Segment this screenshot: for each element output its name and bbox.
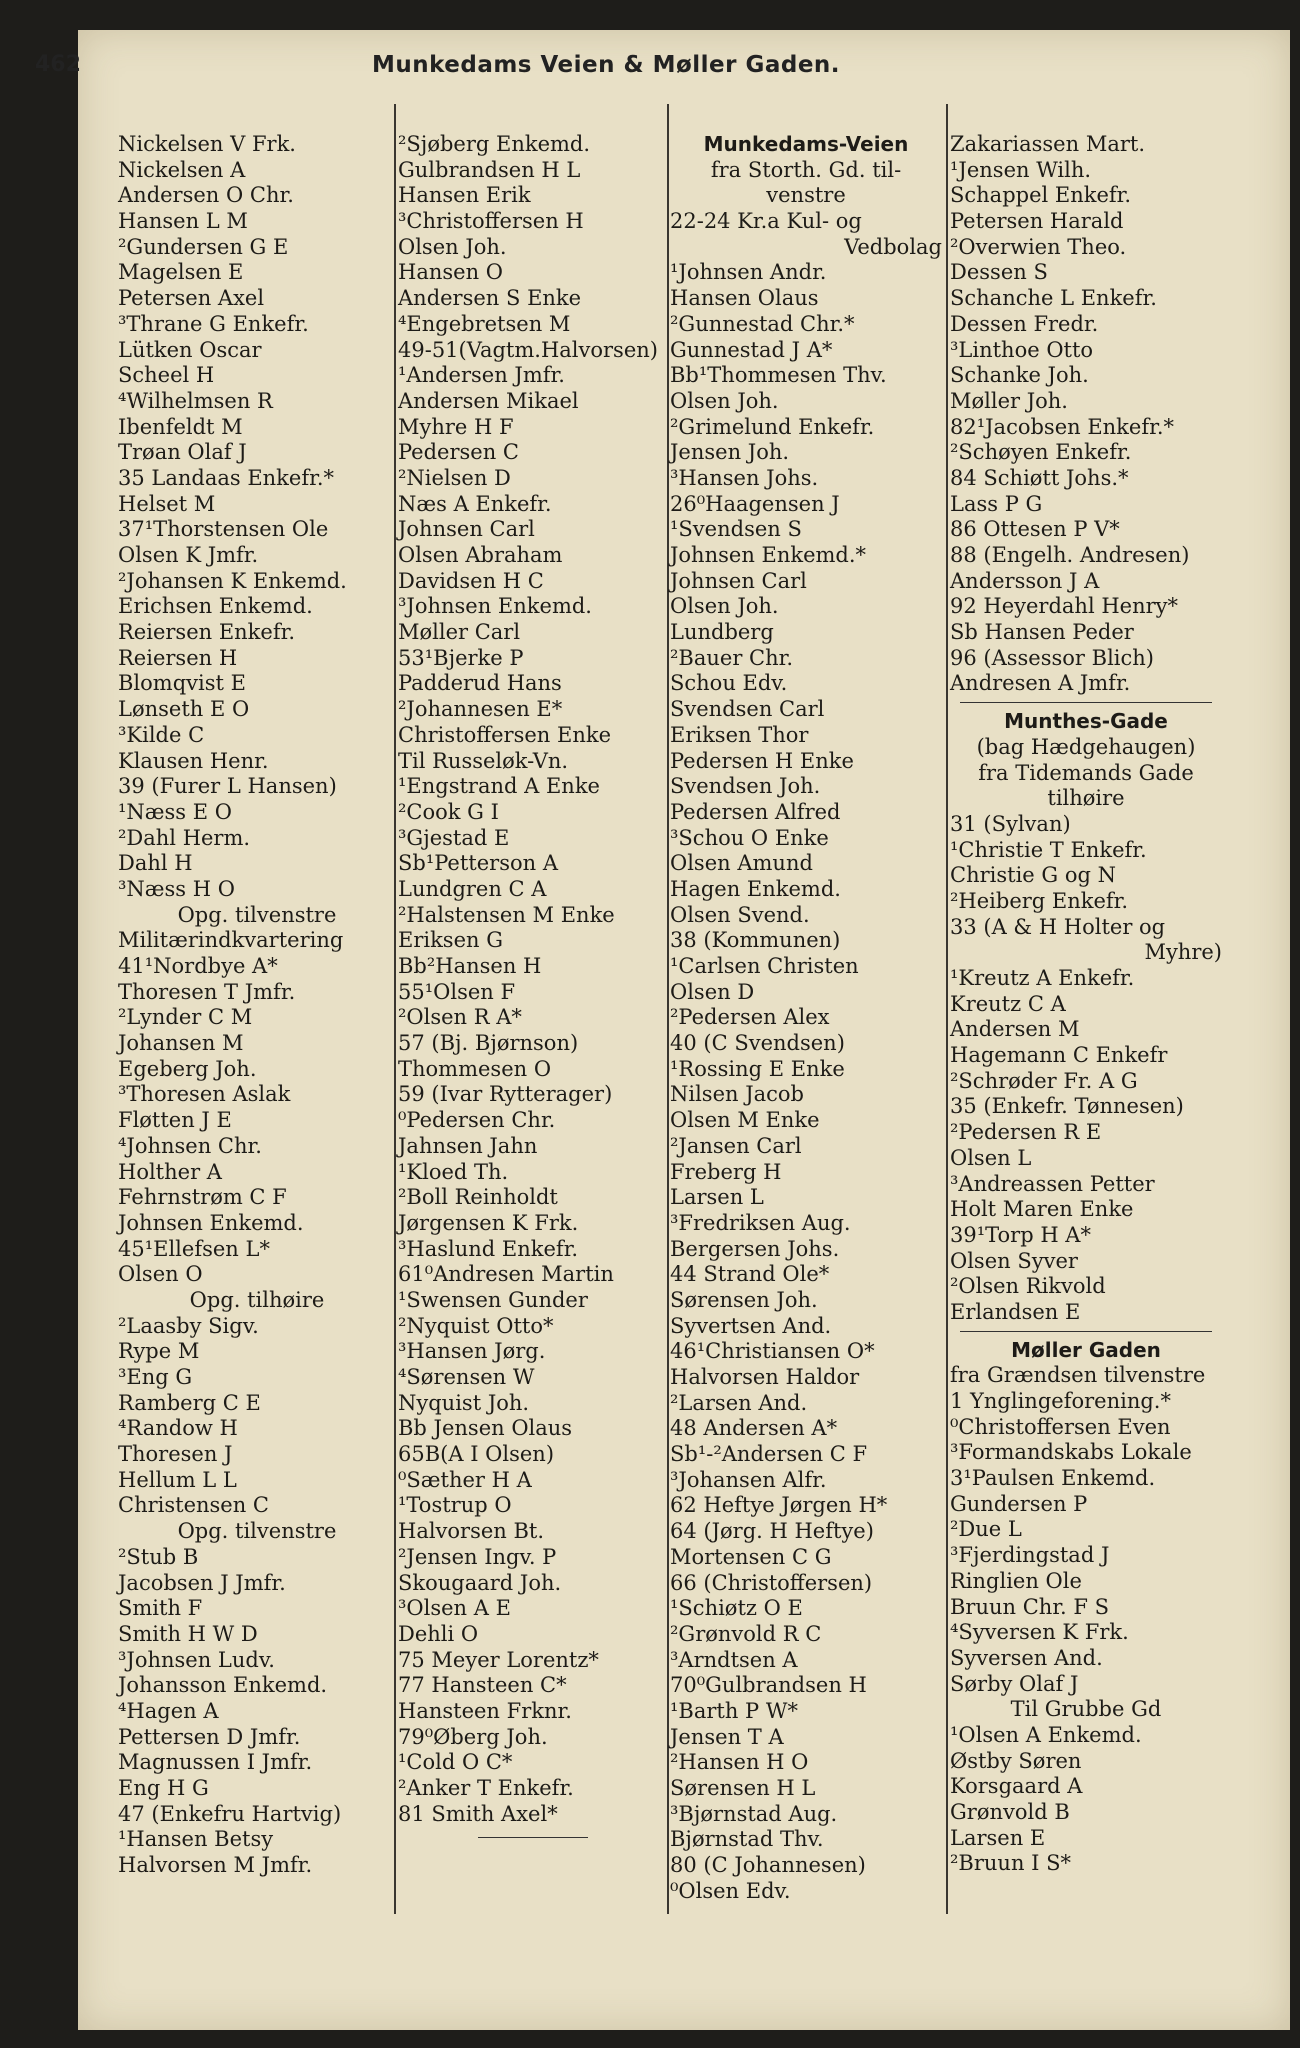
directory-entry: Hellum L L <box>118 1467 237 1492</box>
directory-entry: ²Olsen Rikvold <box>950 1274 1106 1299</box>
directory-entry: ¹Hansen Betsy <box>118 1827 274 1852</box>
directory-entry: Olsen Syver <box>950 1248 1078 1273</box>
directory-entry: Bjørnstad Thv. <box>670 1827 824 1852</box>
directory-entry: Hansen O <box>398 260 503 285</box>
directory-entry: Andresen A Jmfr. <box>950 671 1131 696</box>
directory-entry: ²Heiberg Enkefr. <box>950 888 1129 913</box>
directory-entry: ⁴Randow H <box>118 1416 238 1441</box>
directory-entry: ²Hansen H O <box>670 1750 809 1775</box>
directory-entry: Pedersen C <box>398 440 519 465</box>
directory-entry: 84 Schiøtt Johs.* <box>950 465 1129 490</box>
directory-entry: 35 (Enkefr. Tønnesen) <box>950 1094 1184 1119</box>
directory-entry: ³Olsen A E <box>398 1596 511 1621</box>
directory-entry: ¹Schiøtz O E <box>670 1596 803 1621</box>
street-heading: Munkedams-Veien <box>703 132 909 156</box>
directory-entry: Halvorsen Haldor <box>670 1365 860 1389</box>
directory-entry: Andersen M <box>950 1017 1080 1042</box>
directory-entry: 41¹Nordbye A* <box>118 954 278 978</box>
directory-entry: ⁴Wilhelmsen R <box>118 388 273 413</box>
directory-entry: Christensen C <box>118 1493 269 1518</box>
directory-entry: Sb¹-²Andersen C F <box>670 1442 868 1467</box>
directory-entry: Olsen Amund <box>670 851 813 876</box>
directory-entry: ³Johnsen Enkemd. <box>398 594 592 619</box>
directory-entry: Olsen Svend. <box>670 902 810 927</box>
directory-entry: Nyquist Joh. <box>398 1390 530 1415</box>
directory-entry: ³Thrane G Enkefr. <box>118 311 309 336</box>
directory-entry: 61⁰Andresen Martin <box>398 1262 614 1287</box>
directory-entry: Hansen Olaus <box>670 286 819 311</box>
directory-entry: Til Russeløk-Vn. <box>398 748 569 773</box>
directory-entry: Dahl H <box>118 851 193 876</box>
directory-entry: 82¹Jacobsen Enkefr.* <box>950 414 1175 439</box>
directory-entry: Dehli O <box>398 1621 479 1646</box>
directory-entry: 77 Hansteen C* <box>398 1673 567 1698</box>
directory-entry: Dessen S <box>950 260 1048 285</box>
directory-entry: Sb Hansen Peder <box>950 620 1134 645</box>
directory-entry: Lundberg <box>670 620 774 645</box>
directory-entry: Skougaard Joh. <box>398 1570 562 1595</box>
directory-entry: 53¹Bjerke P <box>398 645 524 670</box>
directory-entry: 59 (Ivar Rytterager) <box>398 1082 613 1107</box>
directory-entry: ³Fjerdingstad J <box>950 1543 1110 1568</box>
directory-entry: ²Stub B <box>118 1544 199 1569</box>
directory-entry: ⁴Johnsen Chr. <box>118 1133 262 1158</box>
directory-entry: Andersson J A <box>950 568 1100 593</box>
directory-entry: ⁴Hagen A <box>118 1698 219 1723</box>
directory-entry: ¹Svendsen S <box>670 517 802 542</box>
directory-entry: ¹Cold O C* <box>398 1750 513 1775</box>
directory-entry: Schanche L Enkefr. <box>950 286 1157 311</box>
directory-entry: ²Pedersen Alex <box>670 1005 830 1030</box>
end-rule <box>398 1827 666 1847</box>
directory-entry: ¹Swensen Gunder <box>398 1287 588 1312</box>
directory-entry: Pedersen Alfred <box>670 799 841 824</box>
directory-entry: fra Grændsen tilvenstre <box>950 1363 1206 1388</box>
directory-entry: 46¹Christiansen O* <box>670 1339 875 1364</box>
directory-entry: Magnussen I Jmfr. <box>118 1750 313 1775</box>
directory-entry: ²Gundersen G E <box>118 234 289 259</box>
directory-entry: ¹Olsen A Enkemd. <box>950 1722 1142 1747</box>
directory-entry: Klausen Henr. <box>118 748 269 773</box>
directory-entry: Jensen Joh. <box>670 440 790 465</box>
directory-entry: ²Due L <box>950 1517 1022 1542</box>
directory-entry: Lønseth E O <box>118 697 250 722</box>
directory-entry: Johansson Enkemd. <box>118 1673 328 1698</box>
directory-entry: ²Jensen Ingv. P <box>398 1544 557 1569</box>
directory-entry: Helset M <box>118 491 216 516</box>
directory-entry: 86 Ottesen P V* <box>950 517 1120 542</box>
directory-entry: ¹Christie T Enkefr. <box>950 837 1147 862</box>
directory-entry: Padderud Hans <box>398 671 562 696</box>
directory-entry: 1 Ynglingeforening.* <box>950 1389 1171 1413</box>
directory-entry: Zakariassen Mart. <box>950 132 1145 156</box>
directory-entry: Magelsen E <box>118 260 244 285</box>
directory-entry: ⁴Sørensen W <box>398 1365 535 1389</box>
directory-entry: Olsen Abraham <box>398 543 563 567</box>
directory-entry: Næs A Enkefr. <box>398 491 552 516</box>
directory-entry: 44 Strand Ole* <box>670 1262 830 1287</box>
directory-entry: Smith F <box>118 1596 203 1621</box>
directory-entry: Egeberg Joh. <box>118 1056 257 1081</box>
directory-entry: ²Halstensen M Enke <box>398 902 615 927</box>
directory-entry: Bb Jensen Olaus <box>398 1416 573 1441</box>
directory-entry: Olsen L <box>950 1145 1032 1170</box>
directory-entry: Sørensen H L <box>670 1776 816 1800</box>
directory-entry: 62 Heftye Jørgen H* <box>670 1493 888 1518</box>
directory-entry: ²Cook G I <box>398 799 499 824</box>
directory-entry: 22-24 Kr.a Kul- og <box>670 209 862 234</box>
section-rule <box>950 1326 1222 1338</box>
directory-entry: (bag Hædgehaugen) <box>976 734 1196 759</box>
directory-entry: ²Overwien Theo. <box>950 234 1127 259</box>
directory-entry: ²Johansen K Enkemd. <box>118 568 347 593</box>
directory-entry: Hagen Enkemd. <box>670 876 841 901</box>
directory-entry: Andersen O Chr. <box>118 183 294 208</box>
directory-entry: ⁰Pedersen Chr. <box>398 1108 556 1133</box>
directory-entry: ¹Andersen Jmfr. <box>398 363 565 388</box>
street-heading: Møller Gaden <box>1011 1337 1161 1362</box>
directory-entry: ²Lynder C M <box>118 1005 253 1030</box>
directory-entry: ³Hansen Jørg. <box>398 1339 546 1364</box>
directory-entry: Christie G og N <box>950 863 1116 888</box>
directory-entry: Sørby Olaf J <box>950 1671 1079 1696</box>
directory-entry: 80 (C Johannesen) <box>670 1853 866 1878</box>
directory-entry: ²Nielsen D <box>398 465 511 490</box>
directory-entry: 39 (Furer L Hansen) <box>118 774 337 799</box>
directory-entry: ¹Næss E O <box>118 799 232 824</box>
directory-entry: Sb¹Petterson A <box>398 851 558 876</box>
directory-entry: Olsen Joh. <box>670 594 779 619</box>
directory-entry: 92 Heyerdahl Henry* <box>950 594 1179 619</box>
directory-entry: venstre <box>766 183 846 208</box>
directory-entry: 37¹Thorstensen Ole <box>118 517 329 542</box>
directory-entry: Trøan Olaf J <box>118 440 247 465</box>
directory-entry: Holt Maren Enke <box>950 1197 1134 1222</box>
directory-entry: Erichsen Enkemd. <box>118 594 313 619</box>
column-2 <box>398 132 666 1847</box>
directory-entry: fra Tidemands Gade <box>978 760 1194 785</box>
directory-entry: Blomqvist E <box>118 671 246 696</box>
directory-entry: ³Linthoe Otto <box>950 337 1094 362</box>
directory-entry: Fløtten J E <box>118 1108 232 1133</box>
directory-entry: Møller Carl <box>398 620 521 645</box>
directory-entry: Schou Edv. <box>670 671 788 696</box>
directory-entry: Gulbrandsen H L <box>398 157 581 182</box>
directory-entry: Pettersen D Jmfr. <box>118 1724 301 1749</box>
directory-entry: ³Johansen Alfr. <box>670 1467 827 1492</box>
directory-entry: Halvorsen Bt. <box>398 1519 545 1544</box>
directory-entry: Bb¹Thommesen Thv. <box>670 363 887 388</box>
directory-entry: ¹Engstrand A Enke <box>398 774 600 799</box>
column-1 <box>118 132 396 1879</box>
directory-entry: Holther A <box>118 1159 222 1184</box>
directory-entry: Til Grubbe Gd <box>1010 1697 1162 1722</box>
directory-entry: 38 (Kommunen) <box>670 928 841 953</box>
directory-entry: Petersen Axel <box>118 286 265 311</box>
directory-entry: ²Nyquist Otto* <box>398 1313 554 1338</box>
directory-entry: Lütken Oscar <box>118 337 262 362</box>
directory-entry: Nickelsen A <box>118 157 246 182</box>
column-3 <box>670 132 942 1904</box>
directory-entry: Reiersen H <box>118 645 238 670</box>
directory-entry: ¹Carlsen Christen <box>670 954 859 978</box>
directory-entry: 31 (Sylvan) <box>950 811 1071 836</box>
directory-entry: ²Johannesen E* <box>398 697 563 722</box>
directory-entry: Schanke Joh. <box>950 363 1089 388</box>
directory-entry: ²Sjøberg Enkemd. <box>398 132 591 156</box>
directory-entry: Militærindkvartering <box>118 928 344 953</box>
directory-entry: 45¹Ellefsen L* <box>118 1236 270 1261</box>
directory-entry: ³Eng G <box>118 1365 193 1389</box>
directory-entry: ²Bruun I S* <box>950 1851 1071 1876</box>
directory-entry: Ramberg C E <box>118 1390 261 1415</box>
directory-entry: ¹Barth P W* <box>670 1698 798 1723</box>
directory-entry: ³Fredriksen Aug. <box>670 1210 851 1235</box>
directory-entry: ⁰Sæther H A <box>398 1467 532 1492</box>
directory-entry: 88 (Engelh. Andresen) <box>950 543 1190 567</box>
directory-entry: Andersen Mikael <box>398 388 579 413</box>
directory-entry: Møller Joh. <box>950 388 1068 413</box>
directory-entry: 40 (C Svendsen) <box>670 1031 845 1056</box>
directory-entry: ²Schøyen Enkefr. <box>950 440 1132 465</box>
directory-entry: Nickelsen V Frk. <box>118 132 296 156</box>
directory-entry: Sørensen Joh. <box>670 1287 818 1312</box>
directory-entry: ¹Jensen Wilh. <box>950 157 1092 182</box>
directory-entry: Opg. tilhøire <box>189 1287 325 1312</box>
directory-entry: ¹Johnsen Andr. <box>670 260 827 285</box>
directory-entry: Eriksen Thor <box>670 722 809 747</box>
directory-entry: Nilsen Jacob <box>670 1082 804 1107</box>
directory-entry: Scheel H <box>118 363 215 388</box>
directory-entry: Vedbolag <box>844 234 942 259</box>
directory-entry: Syvertsen And. <box>670 1313 832 1338</box>
directory-entry: 48 Andersen A* <box>670 1416 838 1441</box>
directory-entry: Olsen M Enke <box>670 1108 820 1133</box>
directory-entry: Bb²Hansen H <box>398 954 542 978</box>
directory-entry: ³Næss H O <box>118 876 235 901</box>
directory-entry: Larsen E <box>950 1825 1046 1850</box>
directory-entry: ³Formandskabs Lokale <box>950 1440 1192 1465</box>
directory-entry: 70⁰Gulbrandsen H <box>670 1673 867 1698</box>
directory-entry: ²Dahl Herm. <box>118 825 251 850</box>
directory-entry: ²Gunnestad Chr.* <box>670 311 855 336</box>
directory-entry: Eriksen G <box>398 928 503 953</box>
directory-entry: 64 (Jørg. H Heftye) <box>670 1519 874 1544</box>
directory-entry: Eng H G <box>118 1776 209 1800</box>
directory-entry: Johansen M <box>118 1031 244 1056</box>
directory-entry: ²Laasby Sigv. <box>118 1313 259 1338</box>
directory-entry: Syversen And. <box>950 1645 1103 1670</box>
directory-entry: Johnsen Enkemd. <box>118 1210 304 1235</box>
directory-entry: ²Grønvold R C <box>670 1621 822 1646</box>
directory-entry: ³Gjestad E <box>398 825 510 850</box>
directory-entry: Larsen L <box>670 1185 764 1210</box>
directory-entry: ³Kilde C <box>118 722 205 747</box>
directory-entry: Grønvold B <box>950 1800 1070 1824</box>
directory-entry: ⁴Engebretsen M <box>398 311 571 336</box>
directory-entry: Johnsen Carl <box>670 568 807 593</box>
directory-entry: ²Grimelund Enkefr. <box>670 414 875 439</box>
directory-entry: ⁰Olsen Edv. <box>670 1878 791 1903</box>
directory-entry: Svendsen Carl <box>670 697 825 722</box>
directory-entry: Johnsen Carl <box>398 517 535 542</box>
directory-entry: Jahnsen Jahn <box>398 1133 538 1158</box>
directory-entry: 57 (Bj. Bjørnson) <box>398 1031 579 1056</box>
directory-entry: ²Boll Reinholdt <box>398 1185 558 1210</box>
directory-entry: ²Jansen Carl <box>670 1133 802 1158</box>
directory-entry: ⁰Christoffersen Even <box>950 1414 1171 1439</box>
directory-entry: ²Olsen R A* <box>398 1005 522 1030</box>
directory-entry: 66 (Christoffersen) <box>670 1570 873 1595</box>
directory-entry: 81 Smith Axel* <box>398 1801 558 1826</box>
directory-entry: Thommesen O <box>398 1056 552 1081</box>
directory-entry: Olsen Joh. <box>398 234 507 259</box>
directory-entry: Fehrnstrøm C F <box>118 1185 287 1210</box>
directory-entry: Mortensen C G <box>670 1544 832 1569</box>
directory-entry: ²Larsen And. <box>670 1390 808 1415</box>
directory-entry: ³Haslund Enkefr. <box>398 1236 579 1261</box>
directory-entry: ²Bauer Chr. <box>670 645 794 670</box>
directory-entry: Østby Søren <box>950 1748 1082 1773</box>
directory-entry: ⁴Syversen K Frk. <box>950 1620 1129 1645</box>
directory-entry: 75 Meyer Lorentz* <box>398 1647 599 1672</box>
directory-entry: Myhre) <box>1144 940 1222 965</box>
directory-entry: Gundersen P <box>950 1491 1088 1516</box>
directory-entry: fra Storth. Gd. til- <box>710 157 902 182</box>
directory-entry: ²Anker T Enkefr. <box>398 1776 574 1800</box>
directory-entry: Olsen Joh. <box>670 388 779 413</box>
page-number: 462 <box>35 52 81 77</box>
directory-entry: 35 Landaas Enkefr.* <box>118 465 335 490</box>
directory-entry: tilhøire <box>1047 786 1125 811</box>
directory-entry: 3¹Paulsen Enkemd. <box>950 1466 1156 1491</box>
directory-entry: Pedersen H Enke <box>670 748 854 773</box>
directory-entry: Bergersen Johs. <box>670 1236 840 1261</box>
directory-entry: ¹Kloed Th. <box>398 1159 509 1184</box>
directory-entry: Hansen Erik <box>398 183 531 208</box>
directory-entry: 33 (A & H Holter og <box>950 914 1166 939</box>
directory-entry: Rype M <box>118 1339 200 1364</box>
directory-entry: Thoresen T Jmfr. <box>118 979 296 1004</box>
directory-entry: ³Johnsen Ludv. <box>118 1647 275 1672</box>
directory-entry: Opg. tilvenstre <box>177 1519 337 1544</box>
directory-entry: ³Schou O Enke <box>670 825 829 850</box>
directory-entry: Halvorsen M Jmfr. <box>118 1853 313 1878</box>
directory-entry: ¹Kreutz A Enkefr. <box>950 966 1135 990</box>
directory-entry: Reiersen Enkefr. <box>118 620 296 645</box>
directory-entry: ³Bjørnstad Aug. <box>670 1801 838 1826</box>
directory-entry: ³Hansen Johs. <box>670 465 819 490</box>
directory-entry: 55¹Olsen F <box>398 979 516 1004</box>
directory-entry: Olsen O <box>118 1262 203 1287</box>
directory-entry: Dessen Fredr. <box>950 311 1099 336</box>
directory-entry: 39¹Torp H A* <box>950 1222 1091 1247</box>
directory-entry: Andersen S Enke <box>398 286 582 311</box>
directory-entry: Jensen T A <box>670 1724 784 1749</box>
column-divider <box>946 104 948 1914</box>
directory-entry: ²Pedersen R E <box>950 1120 1102 1145</box>
directory-entry: 65B(A I Olsen) <box>398 1442 555 1467</box>
directory-entry: Freberg H <box>670 1159 782 1184</box>
directory-entry: Myhre H F <box>398 414 514 439</box>
directory-entry: Olsen D <box>670 979 755 1004</box>
directory-entry: 47 (Enkefru Hartvig) <box>118 1801 342 1826</box>
column-4 <box>950 132 1222 1877</box>
directory-entry: ¹Tostrup O <box>398 1493 512 1518</box>
directory-entry: Hagemann C Enkefr <box>950 1043 1168 1068</box>
directory-entry: ¹Rossing E Enke <box>670 1056 845 1081</box>
directory-entry: Lass P G <box>950 491 1043 516</box>
directory-entry: Gunnestad J A* <box>670 337 833 362</box>
directory-entry: 79⁰Øberg Joh. <box>398 1724 548 1749</box>
directory-entry: 26⁰Haagensen J <box>670 491 840 516</box>
directory-entry: Christoffersen Enke <box>398 722 612 747</box>
running-title: Munkedams Veien & Møller Gaden. <box>371 52 841 78</box>
directory-entry: Opg. tilvenstre <box>177 902 337 927</box>
directory-entry: Lundgren C A <box>398 876 547 901</box>
directory-entry: 49-51(Vagtm.Halvorsen) <box>398 337 658 362</box>
section-rule <box>950 697 1222 709</box>
directory-entry: Jacobsen J Jmfr. <box>118 1570 286 1595</box>
street-heading: Munthes-Gade <box>1004 709 1168 734</box>
directory-entry: Thoresen J <box>118 1442 233 1467</box>
directory-entry: 96 (Assessor Blich) <box>950 645 1154 670</box>
directory-entry: Hansen L M <box>118 209 248 234</box>
directory-entry: Smith H W D <box>118 1621 258 1646</box>
directory-entry: Erlandsen E <box>950 1299 1081 1324</box>
column-divider <box>667 104 669 1914</box>
directory-entry: Bruun Chr. F S <box>950 1594 1110 1619</box>
directory-entry: Svendsen Joh. <box>670 774 821 799</box>
directory-entry: Ibenfeldt M <box>118 414 243 439</box>
directory-entry: Hansteen Frknr. <box>398 1698 572 1723</box>
directory-entry: Petersen Harald <box>950 209 1124 234</box>
directory-entry: Olsen K Jmfr. <box>118 543 259 567</box>
directory-entry: Ringlien Ole <box>950 1568 1082 1593</box>
directory-entry: Kreutz C A <box>950 991 1066 1016</box>
directory-entry: ²Schrøder Fr. A G <box>950 1068 1138 1093</box>
directory-entry: Jørgensen K Frk. <box>398 1210 579 1235</box>
directory-entry: ³Christoffersen H <box>398 209 584 234</box>
directory-entry: ³Andreassen Petter <box>950 1171 1155 1196</box>
directory-entry: Davidsen H C <box>398 568 544 593</box>
directory-entry: ³Arndtsen A <box>670 1647 798 1672</box>
directory-entry: ³Thoresen Aslak <box>118 1082 291 1107</box>
directory-entry: Korsgaard A <box>950 1774 1083 1799</box>
directory-entry: Schappel Enkefr. <box>950 183 1132 208</box>
directory-entry: Johnsen Enkemd.* <box>670 543 867 567</box>
